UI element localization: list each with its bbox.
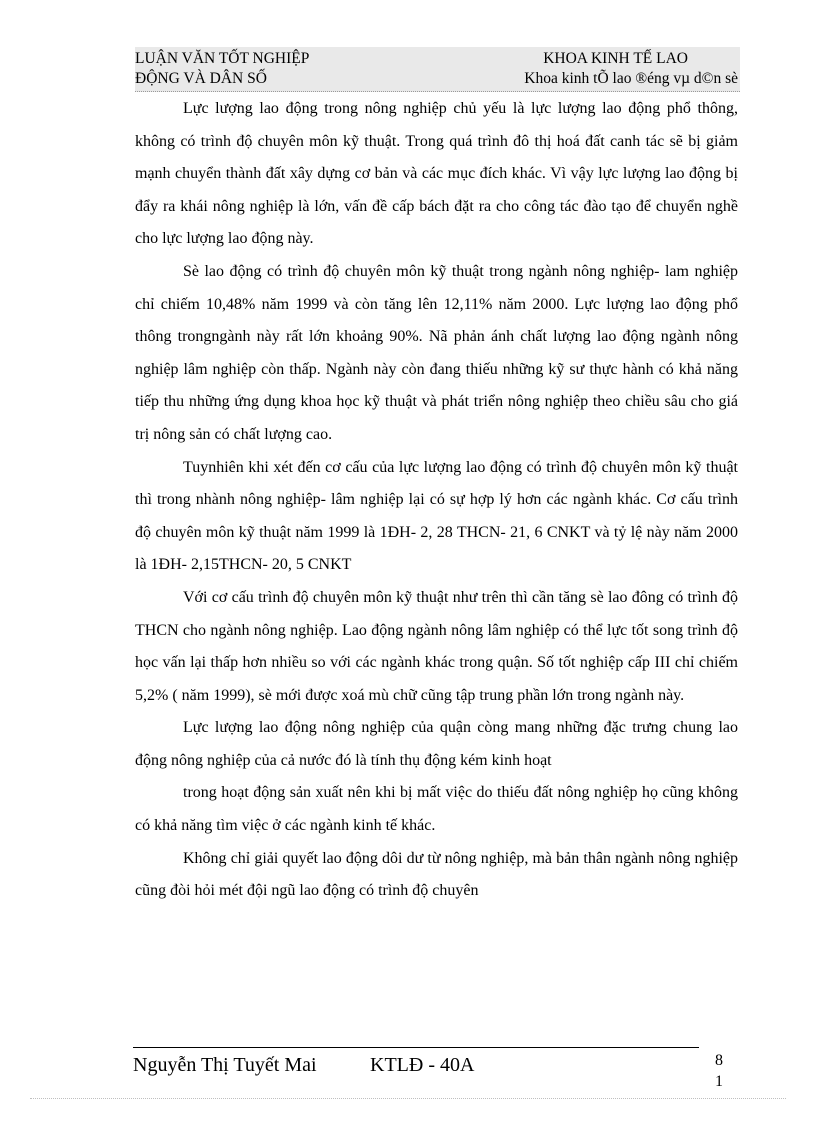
- header-row-2: [135, 69, 740, 89]
- paragraph: Tuynhiên khi xét đến cơ cấu của lực lượng lao động có trình độ chuyên môn kỹ thuật thì trong nhành nông nghiệp- lâm nghiệp lại có sự hợp lý hơn các ngành khác. Cơ cấu trình độ chuyên môn kỹ thuật năm 1999 là 1ĐH- 2, 28 THCN- 21, 6 CNKT và tỷ lệ này năm 2000 là 1ĐH- 2,15THCN- 20, 5 CNKT: [135, 458, 738, 574]
- page-number-digit: 8: [715, 1052, 723, 1069]
- paragraph: Không chỉ giải quyết lao động dôi dư từ nông nghiệp, mà bản thân ngành nông nghiệp cũng đòi hỏi mét đội ngũ lao động có trình độ chuyên: [135, 849, 738, 900]
- header-thesis-title: LUẬN VĂN TỐT NGHIỆP: [135, 50, 310, 67]
- footer-author: Nguyễn Thị Tuyết Mai: [133, 1054, 317, 1076]
- paragraph: Lực lượng lao động trong nông nghiệp chủ yếu là lực lượng lao động phổ thông, không có trình độ chuyên môn kỹ thuật. Trong quá trình đô thị hoá đất canh tác sẽ bị giảm mạnh chuyển thành đất xây dựng cơ bản và các mục đích khác. Vì vậy lực lượng lao động bị đẩy ra khái nông nghiệp là lớn, vấn đề cấp bách đặt ra cho công tác đào tạo để chuyển nghề cho lực lượng lao động này.: [135, 100, 738, 248]
- header-faculty-name: Khoa kinh tÕ lao ®éng vµ d©n sè: [524, 70, 738, 87]
- page-number-digit: 1: [715, 1073, 723, 1090]
- footer-divider: [133, 1047, 699, 1048]
- page-bottom-edge: [30, 1098, 786, 1099]
- paragraph: Với cơ cấu trình độ chuyên môn kỹ thuật như trên thì cần tăng sè lao đông có trình độ THCN cho ngành nông nghiệp. Lao động ngành nông lâm nghiệp có thể lực tốt song trình độ học vấn lại thấp hơn nhiều so với các ngành khác trong quận. Số tốt nghiệp cấp III chỉ chiếm 5,2% ( năm 1999), sè mới được xoá mù chữ cũng tập trung phần lớn trong ngành này.: [135, 588, 738, 704]
- header-row-1: [135, 49, 740, 69]
- footer-class-code: KTLĐ - 40A: [370, 1054, 475, 1076]
- header-thesis-title-cont: ĐỘNG VÀ DÂN SỐ: [135, 70, 267, 87]
- page-number: [712, 1050, 726, 1092]
- paragraph: Lực lượng lao động nông nghiệp của quận còng mang những đặc trưng chung lao động nông nghiệp của cả nước đó là tính thụ động kém kinh hoạt: [135, 719, 738, 769]
- header-faculty-title: KHOA KINH TẾ LAO: [543, 50, 688, 67]
- page-header: [135, 47, 740, 92]
- document-body: [135, 93, 738, 908]
- paragraph: Sè lao động có trình độ chuyên môn kỹ thuật trong ngành nông nghiệp- lam nghiệp chỉ chiếm 10,48% năm 1999 và còn tăng lên 12,11% năm 2000. Lực lượng lao động phổ thông trongngành này rất lớn khoảng 90%. Nã phản ánh chất lượng lao động ngành nông nghiệp lâm nghiệp còn thấp. Ngành này còn đang thiếu những kỹ sư thực hành có khả năng tiếp thu những ứng dụng khoa học kỹ thuật và phát triển nông nghiệp theo chiều sâu cho giá trị nông sản có chất lượng cao.: [135, 262, 738, 443]
- paragraph: trong hoạt động sản xuất nên khi bị mất việc do thiếu đất nông nghiệp họ cũng không có khả năng tìm việc ở các ngành kinh tế khác.: [135, 784, 738, 835]
